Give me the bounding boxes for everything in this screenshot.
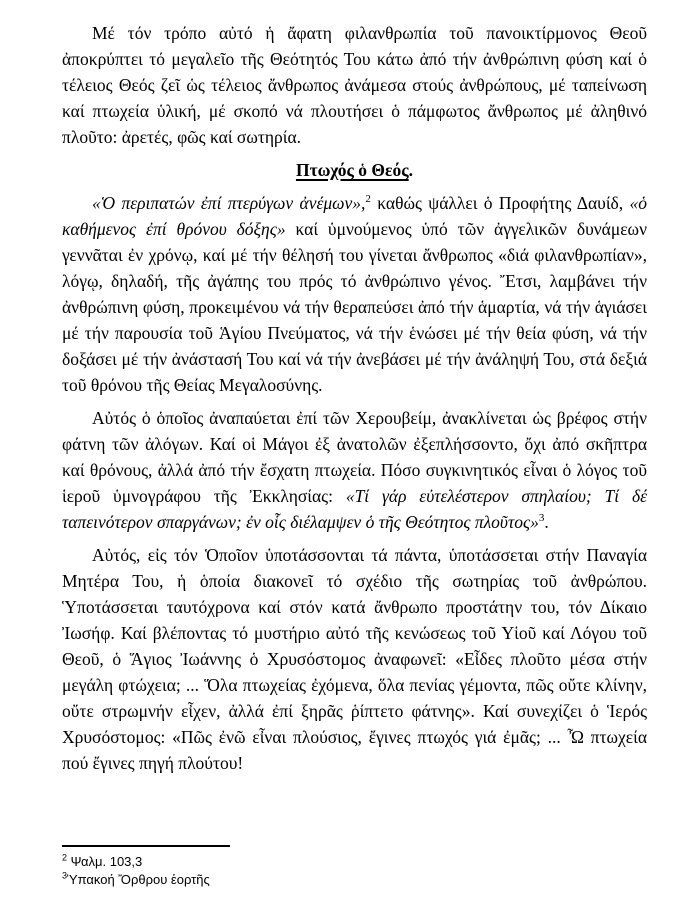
paragraph bbox=[62, 20, 647, 150]
text-run: . bbox=[544, 512, 549, 532]
text-run: καί ὑμνούμενος ὑπό τῶν ἀγγελικῶν δυνάμεων γεννᾶται ἐν χρόνῳ, καί μέ τήν θέλησή του γίνεται ἄνθρωπος «διά φιλανθρωπίαν», λόγῳ, δηλαδή, τῆς ἀγάπης του πρός τό ἀνθρώπινο γένος. Ἔτσι, λαμβάνει τήν ἀνθρώπινη φύση, προκειμένου νά τήν θεραπεύσει ἀπό τήν ἁμαρτία, νά τήν ἁγιάσει μέ τήν παρουσία τοῦ Ἁγίου Πνεύματος, νά τήν ἑνώσει μέ τήν θεία φύση, νά τήν δοξάσει μέ τήν ἀνάστασή Του καί νά τήν ἀνεβάσει μέ τήν ἀνάληψή Του, στά δεξιά τοῦ θρόνου τῆς Θείας Μεγαλοσύνης. bbox=[62, 219, 647, 395]
document-body bbox=[62, 20, 647, 776]
paragraph bbox=[62, 542, 647, 776]
footnote bbox=[62, 853, 647, 871]
footnote-list bbox=[62, 853, 647, 888]
text-run: καθώς ψάλλει ὁ Προφήτης Δαυίδ, bbox=[370, 193, 630, 213]
text-run: Αὐτός, εἰς τόν Ὁποῖον ὑποτάσσονται τά πάντα, ὑποτάσσεται στήν Παναγία Μητέρα Του, ἡ ὁποία διακονεῖ τό σχέδιο τῆς σωτηρίας τοῦ ἀνθρώπου. Ὑποτάσσεται ταυτόχρονα καί στόν κατά ἄνθρωπο προστάτην του, τόν Δίκαιο Ἰωσήφ. Καί βλέποντας τό μυστήριο αὐτό τῆς κενώσεως τοῦ Υἱοῦ καί Λόγου τοῦ Θεοῦ, ὁ Ἅγιος Ἰωάννης ὁ Χρυσόστομος ἀναφωνεῖ: «Εἶδες πλοῦτο μέσα στήν μεγάλη φτώχεια; ... Ὅλα πτωχείας ἐχόμενα, ὅλα πενίας γέμοντα, πῶς οὔτε κλίνην, οὔτε στρωμνήν εἶχεν, ἀλλά ἐπί ξηρᾶς ῥίπτετο φάτνης». Καί συνεχίζει ὁ Ἱερός Χρυσόστομος: «Πῶς ἐνῶ εἶναι πλούσιος, ἔγινες πτωχός γιά ἐμᾶς; ... Ὦ πτωχεία πού ἔγινες πηγή πλούτου! bbox=[62, 545, 647, 773]
paragraph bbox=[62, 405, 647, 535]
footnote-separator bbox=[62, 845, 230, 847]
footnote-area bbox=[62, 845, 647, 888]
footnote-text: Ὑπακοή Ὄρθρου ἑορτῆς bbox=[67, 871, 210, 887]
footnote-marker: 3 bbox=[62, 870, 68, 881]
footnote-reference: 3 bbox=[538, 512, 545, 525]
footnote-marker: 2 bbox=[62, 852, 68, 863]
footnote-reference: 2 bbox=[365, 193, 371, 206]
text-run: «ὁ καθήμενος ἐπί θρόνου δόξης» bbox=[62, 193, 647, 239]
text-run: Αὐτός ὁ ὁποῖος ἀναπαύεται ἐπί τῶν Χερουβείμ, ἀνακλίνεται ὡς βρέφος στήν φάτνη τῶν ἀλόγων. Καί οἱ Μάγοι ἐξ ἀνατολῶν ἐξεπλήσσοντο, ὄχι ἀπό σκῆπτρα καί θρόνους, ἀλλά ἀπό τήν ἔσχατη πτωχεία. Πόσο συγκινητικός εἶναι ὁ λόγος τοῦ ἱεροῦ ὑμνογράφου τῆς Ἐκκλησίας: bbox=[62, 408, 647, 506]
text-run: . bbox=[408, 160, 414, 180]
text-run: «Τί γάρ εὐτελέστερον σπηλαίου; Τί δέ ταπεινότερον σπαργάνων; ἐν οἷς διέλαμψεν ὁ τῆς Θεότητος πλοῦτος» bbox=[62, 486, 647, 532]
text-run: «Ὁ περιπατών ἐπί πτερύγων ἀνέμων», bbox=[92, 193, 366, 213]
footnote-text: Ψαλμ. 103,3 bbox=[67, 854, 143, 869]
text-run: Μέ τόν τρόπο αὐτό ἡ ἄφατη φιλανθρωπία τοῦ πανοικτίρμονος Θεοῦ ἀποκρύπτει τό μεγαλεῖο τῆς Θεότητός Του κάτω ἀπό τήν ἀνθρώπινη φύση καί ὁ τέλειος Θεός ζεῖ ὡς τέλειος ἄνθρωπος ἀνάμεσα στούς ἀνθρώπους, μέ ταπείνωση καί πτωχεία ὑλική, μέ σκοπό νά πλουτήσει ὁ πάμφωτος ἄνθρωπος μέ ἀληθινό πλοῦτο: ἀρετές, φῶς καί σωτηρία. bbox=[62, 23, 647, 147]
footnote bbox=[62, 871, 647, 889]
paragraph bbox=[62, 190, 647, 398]
section-heading bbox=[62, 157, 647, 183]
text-run: Πτωχός ὁ Θεός bbox=[295, 160, 409, 180]
